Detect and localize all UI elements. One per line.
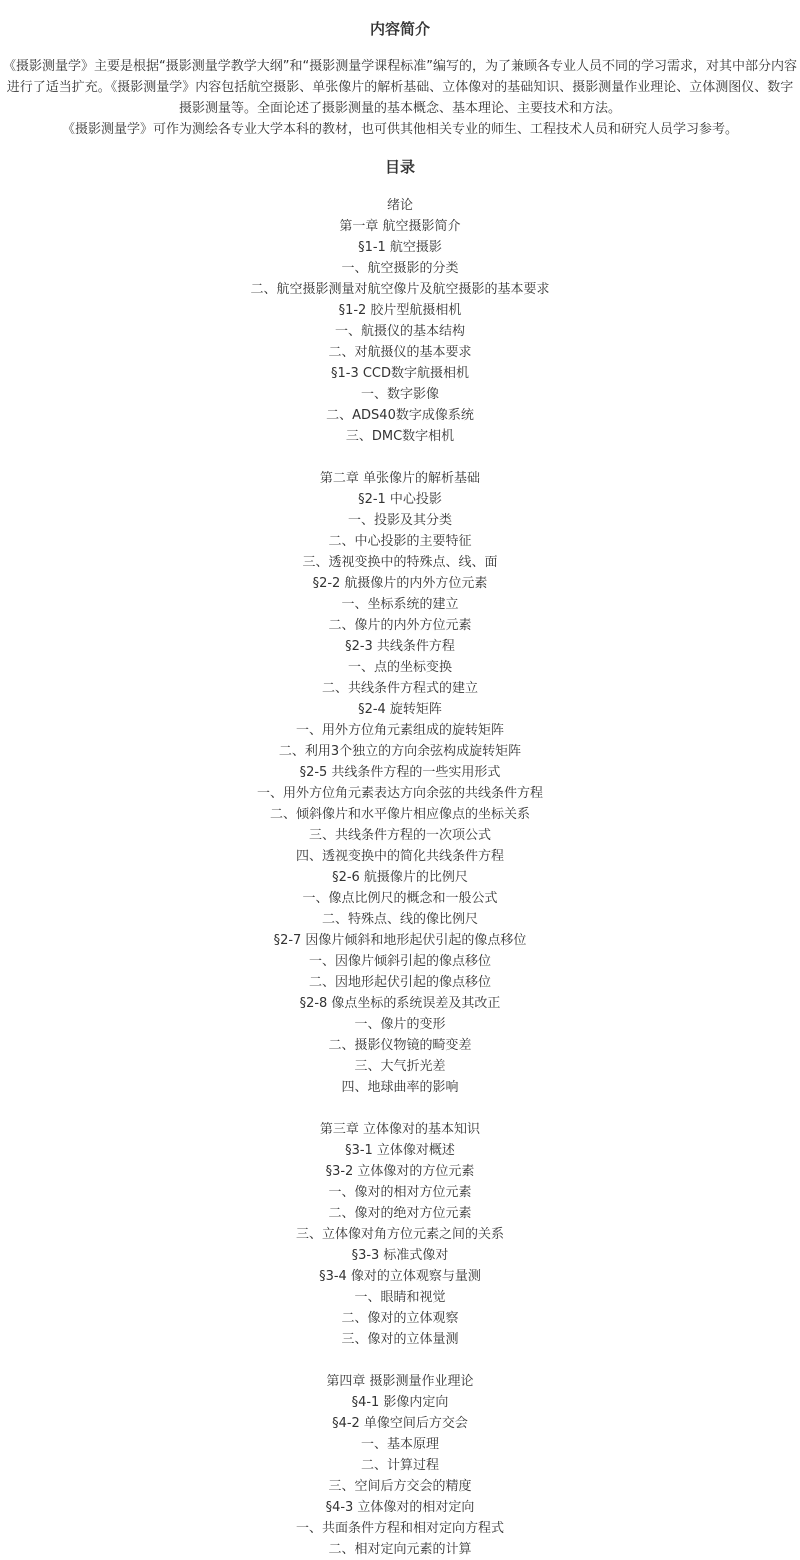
toc-spacer xyxy=(3,1098,797,1119)
toc-section[interactable]: §2-5 共线条件方程的一些实用形式 xyxy=(299,765,501,780)
toc-subsection[interactable]: 一、点的坐标变换 xyxy=(347,660,452,675)
toc-subsection[interactable]: 一、像片的变形 xyxy=(354,1017,446,1032)
intro-title: 内容简介 xyxy=(369,20,430,38)
toc-section[interactable]: §1-3 CCD数字航摄相机 xyxy=(330,366,470,381)
intro-section xyxy=(3,56,797,140)
toc-subsection[interactable]: 一、共面条件方程和相对定向方程式 xyxy=(295,1521,504,1536)
toc-subsection[interactable]: 三、立体像对角方位元素之间的关系 xyxy=(295,1227,504,1242)
toc-chapter[interactable]: 第二章 单张像片的解析基础 xyxy=(319,471,481,486)
toc-subsection[interactable]: 二、对航摄仪的基本要求 xyxy=(328,345,472,360)
toc-subsection[interactable]: 三、DMC数字相机 xyxy=(345,429,455,444)
toc-subsection[interactable]: 一、投影及其分类 xyxy=(347,513,452,528)
toc-subsection[interactable]: 一、数字影像 xyxy=(360,387,439,402)
toc-subsection[interactable]: 一、用外方位角元素表达方向余弦的共线条件方程 xyxy=(256,786,543,801)
toc-subsection[interactable]: 二、摄影仪物镜的畸变差 xyxy=(328,1038,472,1053)
intro-paragraph: 《摄影测量学》可作为测绘各专业大学本科的教材，也可供其他相关专业的师生、工程技术人员和研究人员学习参考。 xyxy=(61,122,738,137)
toc-subsection[interactable]: 二、像对的立体观察 xyxy=(341,1311,459,1326)
toc-introduction[interactable]: 绪论 xyxy=(386,198,413,213)
toc-section[interactable]: §3-3 标准式像对 xyxy=(351,1248,449,1263)
toc-subsection[interactable]: 一、基本原理 xyxy=(360,1437,439,1452)
toc-subsection[interactable]: 二、像对的绝对方位元素 xyxy=(328,1206,472,1221)
toc-subsection[interactable]: 四、地球曲率的影响 xyxy=(341,1080,459,1095)
toc-subsection[interactable]: 一、用外方位角元素组成的旋转矩阵 xyxy=(295,723,504,738)
toc-section[interactable]: §1-1 航空摄影 xyxy=(358,240,442,255)
toc-subsection[interactable]: 二、共线条件方程式的建立 xyxy=(321,681,478,696)
toc-subsection[interactable]: 一、像对的相对方位元素 xyxy=(328,1185,472,1200)
toc-subsection[interactable]: 四、透视变换中的简化共线条件方程 xyxy=(295,849,504,864)
toc-section[interactable]: §2-4 旋转矩阵 xyxy=(358,702,442,717)
toc-section[interactable]: §4-1 影像内定向 xyxy=(351,1395,449,1410)
toc-section[interactable]: §3-1 立体像对概述 xyxy=(345,1143,455,1158)
toc-section[interactable]: §4-3 立体像对的相对定向 xyxy=(325,1500,475,1515)
toc-section[interactable]: §3-2 立体像对的方位元素 xyxy=(325,1164,475,1179)
toc-subsection[interactable]: 二、相对定向元素的计算 xyxy=(328,1542,472,1557)
toc-subsection[interactable]: 二、特殊点、线的像比例尺 xyxy=(321,912,478,927)
toc-subsection[interactable]: 三、像对的立体量测 xyxy=(341,1332,459,1347)
toc-subsection[interactable]: 一、眼睛和视觉 xyxy=(354,1290,446,1305)
toc-list xyxy=(3,195,797,1560)
toc-subsection[interactable]: 一、因像片倾斜引起的像点移位 xyxy=(308,954,491,969)
toc-subsection[interactable]: 三、透视变换中的特殊点、线、面 xyxy=(302,555,498,570)
toc-section[interactable]: §2-7 因像片倾斜和地形起伏引起的像点移位 xyxy=(273,933,527,948)
toc-subsection[interactable]: 二、利用3个独立的方向余弦构成旋转矩阵 xyxy=(278,744,522,759)
toc-subsection[interactable]: 三、大气折光差 xyxy=(354,1059,446,1074)
toc-subsection[interactable]: 二、因地形起伏引起的像点移位 xyxy=(308,975,491,990)
toc-section[interactable]: §2-2 航摄像片的内外方位元素 xyxy=(312,576,488,591)
toc-subsection[interactable]: 一、航摄仪的基本结构 xyxy=(334,324,465,339)
toc-section[interactable]: §2-8 像点坐标的系统误差及其改正 xyxy=(299,996,501,1011)
toc-spacer xyxy=(3,447,797,468)
toc-title: 目录 xyxy=(384,158,415,176)
intro-paragraph: 《摄影测量学》主要是根据“摄影测量学教学大纲”和“摄影测量学课程标准”编写的，为了兼顾各专业人员不同的学习需求，对其中部分内容进行了适当扩充。《摄影测量学》内容包括航空摄影、单张像片的解析基础、立体像对的基础知识、摄影测量作业理论、立体测图仪、数字摄影测量等。全面论述了摄影测量的基本概念、基本理论、主要技术和方法。 xyxy=(3,59,797,116)
toc-section[interactable]: §2-6 航摄像片的比例尺 xyxy=(332,870,468,885)
toc-subsection[interactable]: 三、共线条件方程的一次项公式 xyxy=(308,828,491,843)
toc-subsection[interactable]: 一、坐标系统的建立 xyxy=(341,597,459,612)
toc-section[interactable]: §3-4 像对的立体观察与量测 xyxy=(319,1269,481,1284)
toc-section[interactable]: §1-2 胶片型航摄相机 xyxy=(338,303,462,318)
toc-subsection[interactable]: 二、像片的内外方位元素 xyxy=(328,618,472,633)
toc-chapter[interactable]: 第四章 摄影测量作业理论 xyxy=(326,1374,474,1389)
toc-chapter[interactable]: 第三章 立体像对的基本知识 xyxy=(319,1122,481,1137)
toc-subsection[interactable]: 二、计算过程 xyxy=(360,1458,439,1473)
toc-subsection[interactable]: 三、空间后方交会的精度 xyxy=(328,1479,472,1494)
toc-spacer xyxy=(3,1350,797,1371)
toc-subsection[interactable]: 二、倾斜像片和水平像片相应像点的坐标关系 xyxy=(269,807,530,822)
toc-section[interactable]: §2-1 中心投影 xyxy=(358,492,442,507)
toc-subsection[interactable]: 二、航空摄影测量对航空像片及航空摄影的基本要求 xyxy=(250,282,550,297)
toc-subsection[interactable]: 二、中心投影的主要特征 xyxy=(328,534,472,549)
toc-section[interactable]: §4-2 单像空间后方交会 xyxy=(332,1416,468,1431)
toc-subsection[interactable]: 一、航空摄影的分类 xyxy=(341,261,459,276)
toc-subsection[interactable]: 一、像点比例尺的概念和一般公式 xyxy=(302,891,498,906)
toc-subsection[interactable]: 二、ADS40数字成像系统 xyxy=(326,408,474,423)
toc-section[interactable]: §2-3 共线条件方程 xyxy=(345,639,455,654)
toc-chapter[interactable]: 第一章 航空摄影简介 xyxy=(339,219,461,234)
